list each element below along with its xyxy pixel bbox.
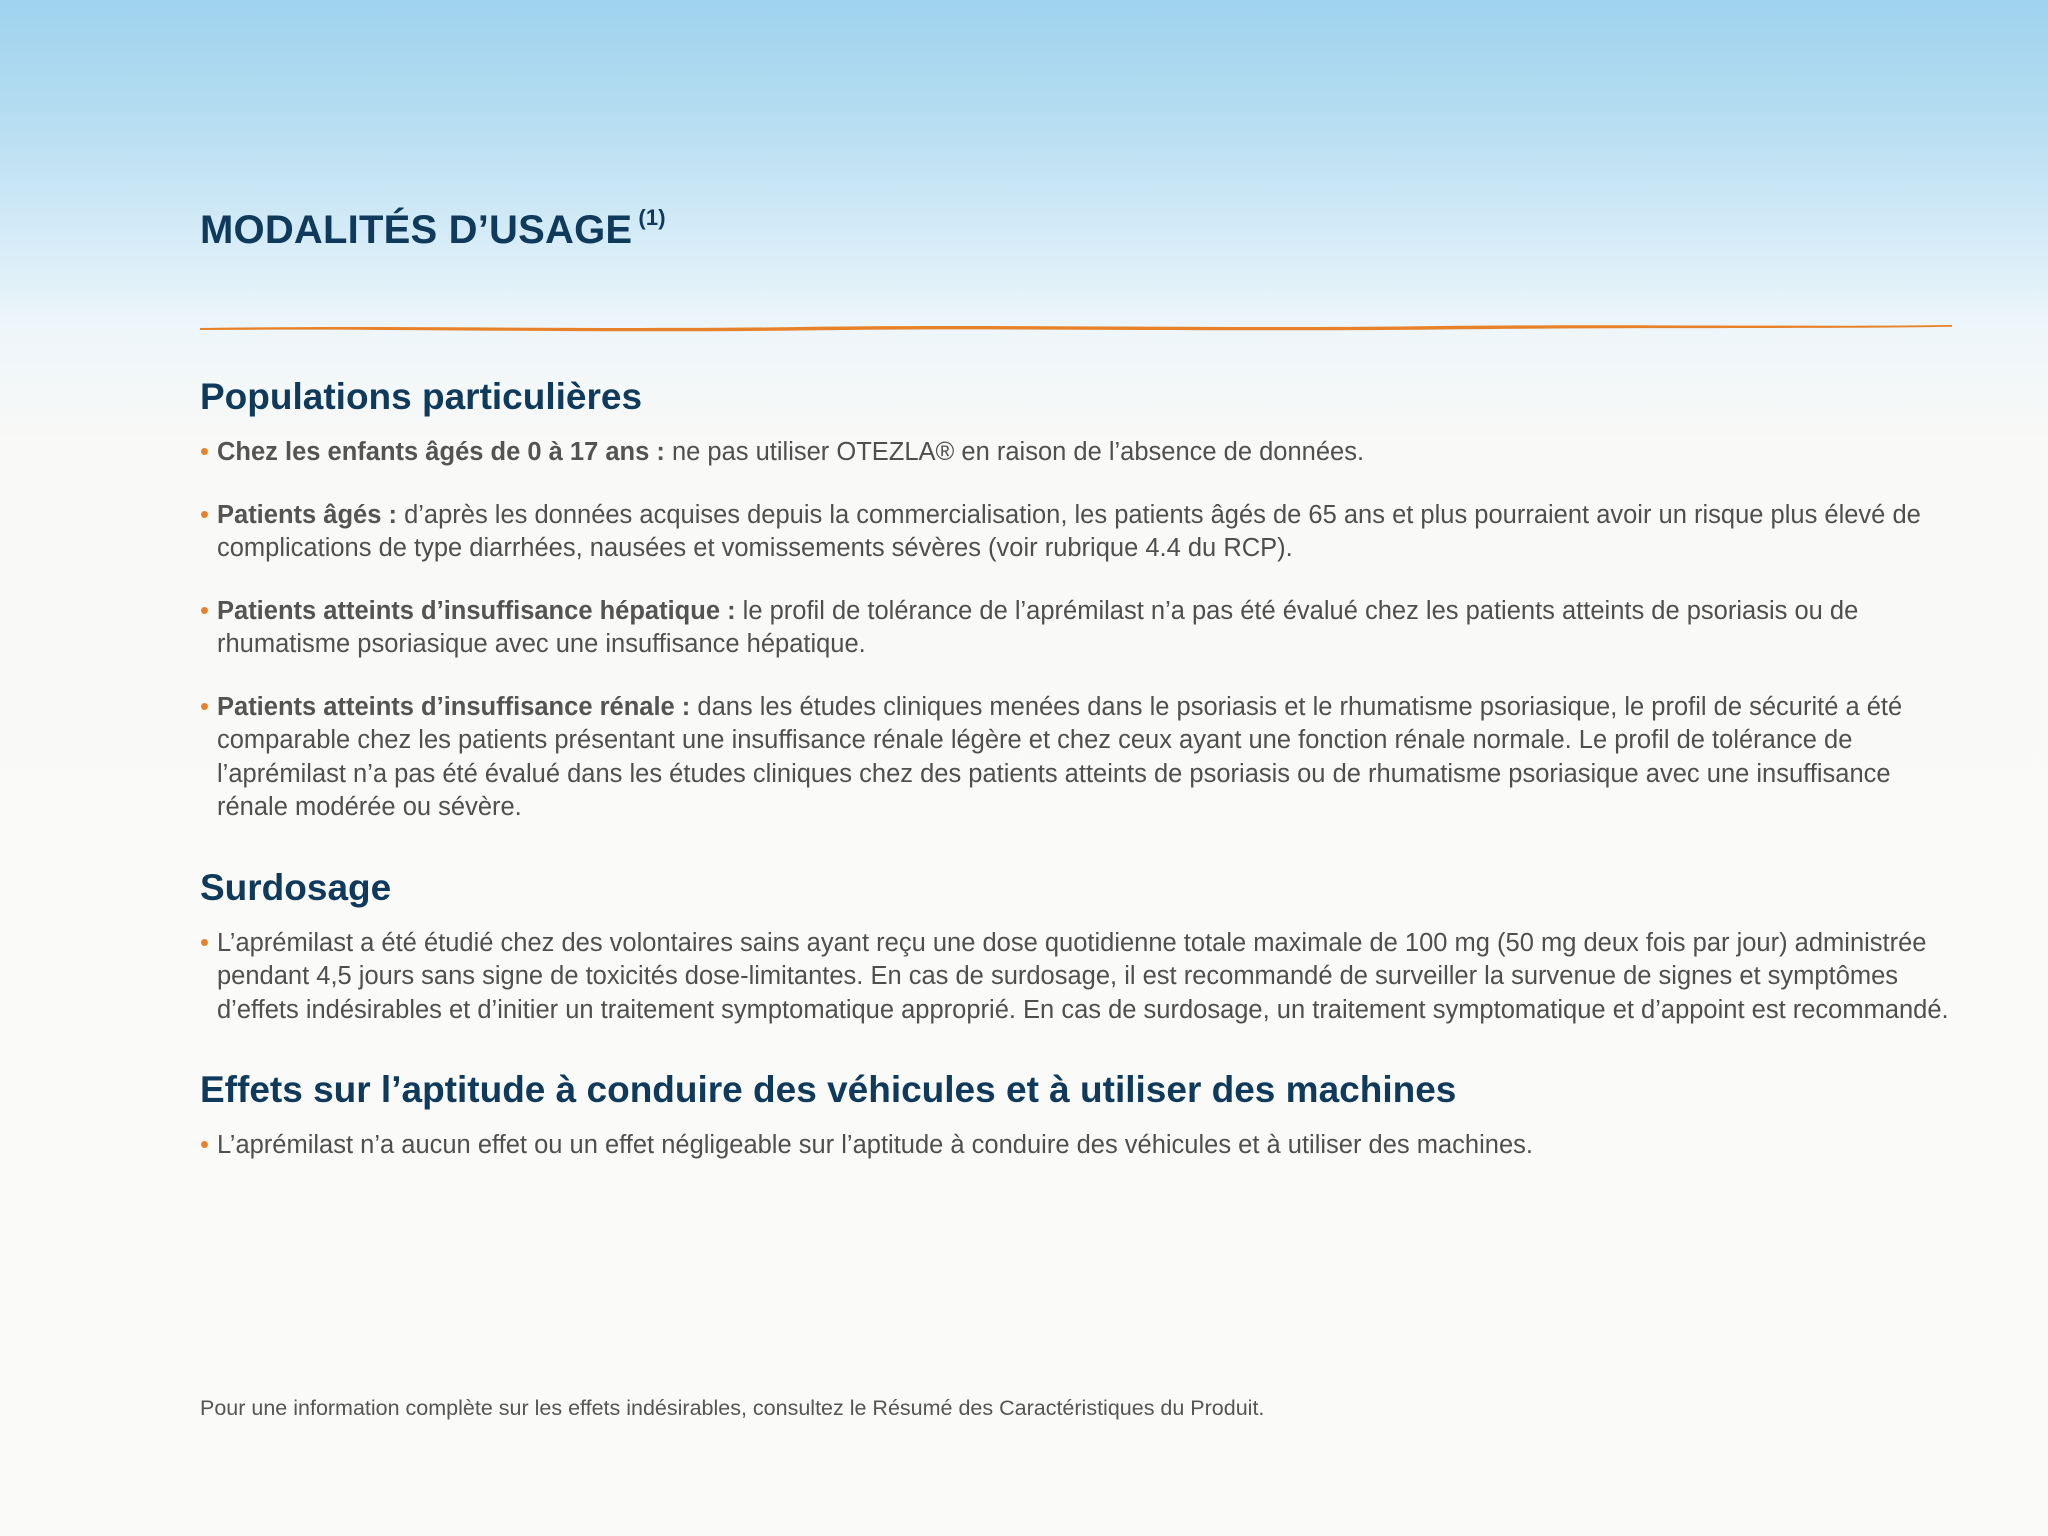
title-reference: (1) — [638, 205, 666, 230]
item-term: Patients âgés : — [217, 500, 397, 529]
bullet-marker: • — [200, 500, 209, 529]
list-item — [200, 595, 1960, 662]
list-item — [200, 691, 1960, 825]
bullet-marker: • — [200, 928, 209, 957]
item-term: Patients atteints d’insuffisance rénale : — [217, 692, 691, 721]
bullet-marker: • — [200, 692, 209, 721]
bullet-marker: • — [200, 1131, 209, 1159]
bullet-list — [200, 436, 1960, 825]
bullet-list — [200, 927, 1960, 1028]
section-heading: Surdosage — [200, 866, 392, 908]
list-item — [200, 499, 1960, 566]
bullet-marker: • — [200, 596, 209, 625]
list-item — [200, 927, 1960, 1028]
list-item — [200, 1129, 1960, 1163]
orange-brush-divider — [200, 322, 1952, 332]
bullet-marker: • — [200, 438, 209, 466]
item-text: L’aprémilast a été étudié chez des volontaires sains ayant reçu une dose quotidienne totale maximale de 100 mg (50 mg deux fois par jour) administrée pendant 4,5 jours sans signe de toxicités dose-limitantes. En cas de surdosage, il est recommandé de surveiller la survenue de signes et symptômes d’effets indésirables et d’initier un traitement symptomatique approprié. En cas de surdosage, un traitement symptomatique et d’appoint est recommandé. — [217, 928, 1949, 1024]
item-text: dans les études cliniques menées dans le psoriasis et le rhumatisme psoriasique, le profil de sécurité a été comparable chez les patients présentant une insuffisance rénale légère et chez ceux ayant une fonction rénale normale. Le profil de tolérance de l’aprémilast n’a pas été évalué dans les études cliniques chez des patients atteints de psoriasis ou de rhumatisme psoriasique avec une insuffisance rénale modérée ou sévère. — [217, 692, 1903, 821]
section-populations — [200, 370, 1960, 825]
section-heading: Populations particulières — [200, 376, 643, 417]
footer-note: Pour une information complète sur les effets indésirables, consultez le Résumé des Caractéristiques du Produit. — [200, 1396, 1265, 1420]
item-text: d’après les données acquises depuis la commercialisation, les patients âgés de 65 ans et plus pourraient avoir un risque plus élevé de complications de type diarrhées, nausées et vomissements sévères (voir rubrique 4.4 du RCP). — [217, 500, 1921, 562]
item-term: Chez les enfants âgés de 0 à 17 ans : — [217, 438, 665, 466]
item-term: Patients atteints d’insuffisance hépatique : — [217, 596, 736, 625]
page-title — [200, 205, 666, 253]
page-title-text: MODALITÉS D’USAGE — [200, 208, 633, 252]
bullet-list — [200, 1129, 1960, 1163]
list-item — [200, 436, 1960, 470]
content-body — [200, 370, 1960, 1199]
section-heading: Effets sur l’aptitude à conduire des véhicules et à utiliser des machines — [200, 1069, 1457, 1110]
section-driving — [200, 1063, 1960, 1163]
item-text: L’aprémilast n’a aucun effet ou un effet négligeable sur l’aptitude à conduire des véhicules et à utiliser des machines. — [217, 1131, 1533, 1159]
item-text: ne pas utiliser OTEZLA® en raison de l’absence de données. — [664, 438, 1365, 466]
item-text: le profil de tolérance de l’aprémilast n’a pas été évalué chez les patients atteints de psoriasis ou de rhumatisme psoriasique avec une insuffisance hépatique. — [217, 596, 1859, 658]
section-surdosage — [200, 861, 1960, 1028]
